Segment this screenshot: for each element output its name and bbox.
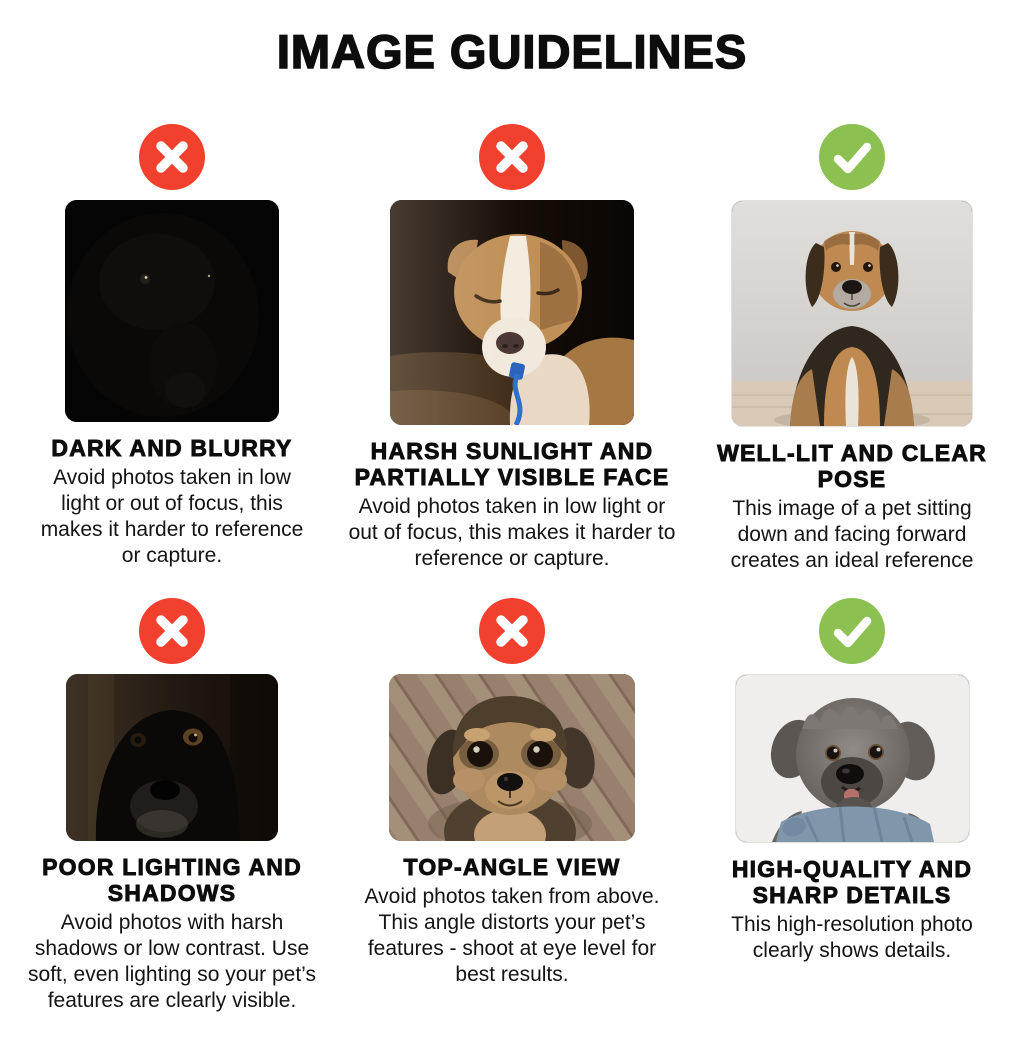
- card-title: POOR LIGHTING AND SHADOWS: [42, 854, 302, 906]
- x-circle-icon: [139, 598, 205, 664]
- card-top-angle: [346, 598, 678, 1014]
- card-well-lit: [686, 124, 1018, 574]
- card-description: Avoid photos with harsh shadows or low contrast. Use soft, even lighting so your pet’s features are clearly visible.: [28, 911, 316, 1012]
- card-description: Avoid photos taken from above. This angle distorts your pet’s features - shoot at eye level for best results.: [364, 885, 660, 986]
- check-circle-icon: [819, 124, 885, 190]
- check-circle-icon: [819, 598, 885, 664]
- top-angle-dog-photo: [389, 674, 635, 841]
- x-circle-icon: [479, 598, 545, 664]
- card-high-quality: [686, 598, 1018, 1014]
- card-description: This image of a pet sitting down and facing forward creates an ideal reference: [730, 497, 974, 572]
- card-description: Avoid photos taken in low light or out of focus, this makes it harder to reference or capture.: [40, 466, 304, 567]
- card-title: TOP-ANGLE VIEW: [403, 854, 621, 880]
- dark-blurry-dog-photo: [65, 200, 279, 422]
- card-harsh-sunlight: [346, 124, 678, 574]
- harsh-sunlight-dog-photo: [390, 200, 634, 425]
- sharp-details-dog-photo: [735, 674, 970, 843]
- card-poor-lighting: [6, 598, 338, 1014]
- poor-lighting-dog-photo: [66, 674, 278, 841]
- page-title: IMAGE GUIDELINES: [276, 25, 748, 78]
- card-title: HARSH SUNLIGHT AND PARTIALLY VISIBLE FACE: [354, 438, 670, 490]
- card-title: HIGH-QUALITY AND SHARP DETAILS: [731, 856, 973, 908]
- x-circle-icon: [139, 124, 205, 190]
- card-title: WELL-LIT AND CLEAR POSE: [717, 440, 987, 492]
- card-description: This high-resolution photo clearly shows details.: [731, 913, 973, 962]
- card-dark-and-blurry: [6, 124, 338, 574]
- card-title: DARK AND BLURRY: [51, 435, 293, 461]
- x-circle-icon: [479, 124, 545, 190]
- guidelines-grid: [0, 124, 1024, 1014]
- well-lit-dog-photo: [731, 200, 973, 427]
- card-description: Avoid photos taken in low light or out of focus, this makes it harder to reference or capture.: [348, 495, 676, 570]
